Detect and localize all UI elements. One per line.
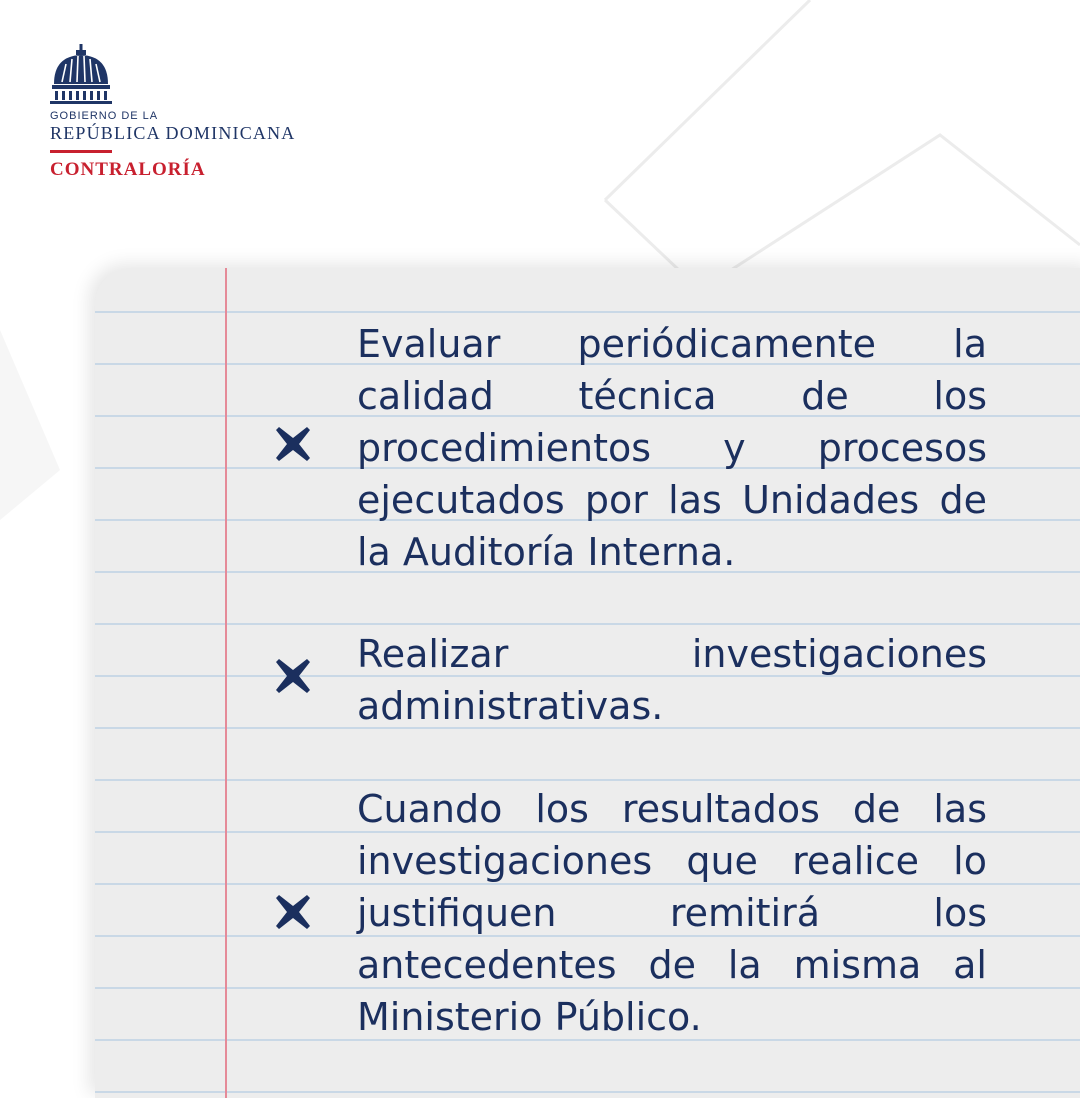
notebook-paper [95, 268, 1080, 1098]
list-item [357, 628, 987, 732]
government-logo [50, 44, 350, 181]
list-item [357, 783, 987, 1043]
item-text: Evaluar periódicamente la calidad técnica de los procedimientos y procesos ejecutados por las Unidades de la Auditoría Interna. [357, 322, 987, 574]
government-line-2: REPÚBLICA DOMINICANA [50, 123, 296, 143]
list-item [357, 318, 987, 578]
government-line-1: GOBIERNO DE LA [50, 110, 159, 122]
agency-name: CONTRALORÍA [50, 159, 206, 180]
item-text: Realizar investigaciones administrativas. [357, 632, 987, 728]
x-mark-icon [272, 891, 314, 933]
logo-divider [50, 150, 112, 153]
capitol-dome-icon [50, 44, 112, 104]
margin-line [225, 268, 227, 1098]
x-mark-icon [272, 423, 314, 465]
item-text: Cuando los resultados de las investigaciones que realice lo justifiquen remitirá los antecedentes de la misma al Ministerio Público. [357, 787, 987, 1039]
x-mark-icon [272, 655, 314, 697]
